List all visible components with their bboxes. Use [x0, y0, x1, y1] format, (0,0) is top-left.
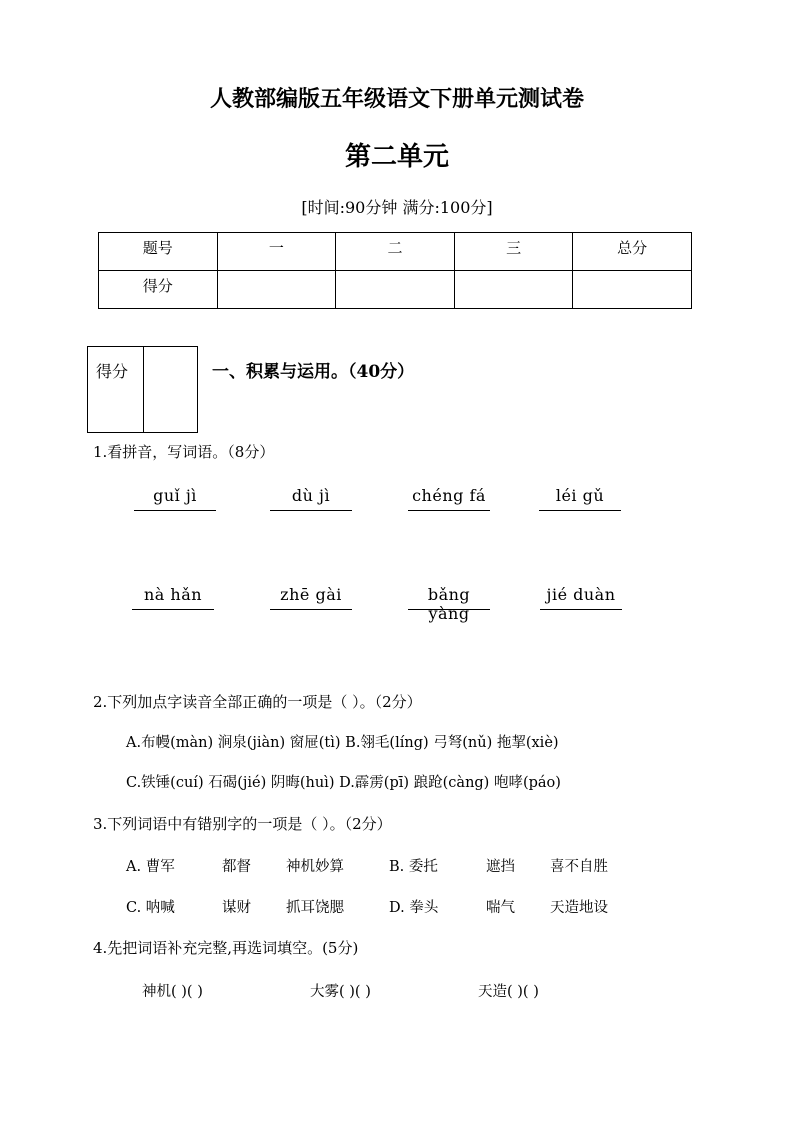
option-word[interactable]: D. 拳头 — [389, 900, 439, 916]
option-word: 谋财 — [222, 900, 251, 916]
option-word: 抓耳饶腮 — [286, 900, 344, 916]
option-word: 喘气 — [486, 900, 515, 916]
page-title: 人教部编版五年级语文下册单元测试卷 — [209, 86, 584, 112]
pinyin-blank[interactable]: guǐ jì — [134, 486, 216, 511]
option-word[interactable]: B. 委托 — [389, 859, 438, 875]
option-word: 都督 — [222, 859, 251, 875]
section-score-box — [87, 346, 198, 433]
option-word: 神机妙算 — [286, 859, 344, 875]
pinyin-blank[interactable]: chéng fá — [408, 486, 490, 511]
fill-in-idiom[interactable]: 神机( )( ) — [142, 984, 203, 1000]
pinyin-blank[interactable]: jié duàn — [540, 585, 622, 610]
score-cell: 总分 — [573, 233, 692, 271]
pinyin-blank[interactable]: dù jì — [270, 486, 352, 511]
score-cell: 一 — [217, 233, 336, 271]
question-2-text: 2.下列加点字读音全部正确的一项是（ ）。（2分） — [93, 693, 422, 711]
section-score-label: 得分 — [96, 362, 129, 381]
score-table-score-row — [99, 271, 692, 309]
option-word[interactable]: C. 呐喊 — [126, 900, 175, 916]
score-cell: 二 — [336, 233, 455, 271]
pinyin-blank[interactable]: zhē gài — [270, 585, 352, 610]
section-title: 一、积累与运用。（40分） — [212, 362, 415, 382]
pinyin-blank[interactable]: léi gǔ — [539, 486, 621, 511]
score-table-header-row — [99, 233, 692, 271]
pinyin-blank[interactable]: nà hǎn — [132, 585, 214, 610]
option-word: 遮挡 — [486, 859, 515, 875]
score-input-cell[interactable] — [573, 271, 692, 309]
pinyin-blank[interactable]: bǎng yàng — [408, 585, 490, 610]
time-info: [时间:90分钟 满分:100分] — [301, 198, 493, 217]
unit-title: 第二单元 — [344, 142, 449, 172]
option-word: 天造地设 — [550, 900, 608, 916]
score-cell: 三 — [454, 233, 573, 271]
question-3-text: 3.下列词语中有错别字的一项是（ ）。（2分） — [93, 815, 392, 833]
fill-in-idiom[interactable]: 大雾( )( ) — [310, 984, 371, 1000]
question-1-text: 1.看拼音，写词语。（8分） — [93, 443, 275, 461]
score-input-cell[interactable] — [217, 271, 336, 309]
option-word: 喜不自胜 — [550, 859, 608, 875]
score-input-cell[interactable] — [454, 271, 573, 309]
score-cell: 得分 — [99, 271, 218, 309]
score-table — [98, 232, 692, 309]
question-2-option-cd[interactable]: C.铁锤(cuí) 石碣(jié) 阴晦(huì) D.霹雳(pī) 踉跄(càng) 咆哮(páo) — [126, 775, 561, 791]
score-input-cell[interactable] — [336, 271, 455, 309]
question-2-option-ab[interactable]: A.布幔(màn) 涧泉(jiàn) 窗屉(tì) B.翎毛(líng) 弓弩(nǔ) 拖挈(xiè) — [126, 735, 559, 751]
fill-in-idiom[interactable]: 天造( )( ) — [478, 984, 539, 1000]
score-box-divider — [143, 347, 144, 432]
score-cell: 题号 — [99, 233, 218, 271]
question-4-text: 4.先把词语补充完整,再选词填空。(5分) — [93, 939, 359, 957]
option-word[interactable]: A. 曹军 — [126, 859, 175, 875]
